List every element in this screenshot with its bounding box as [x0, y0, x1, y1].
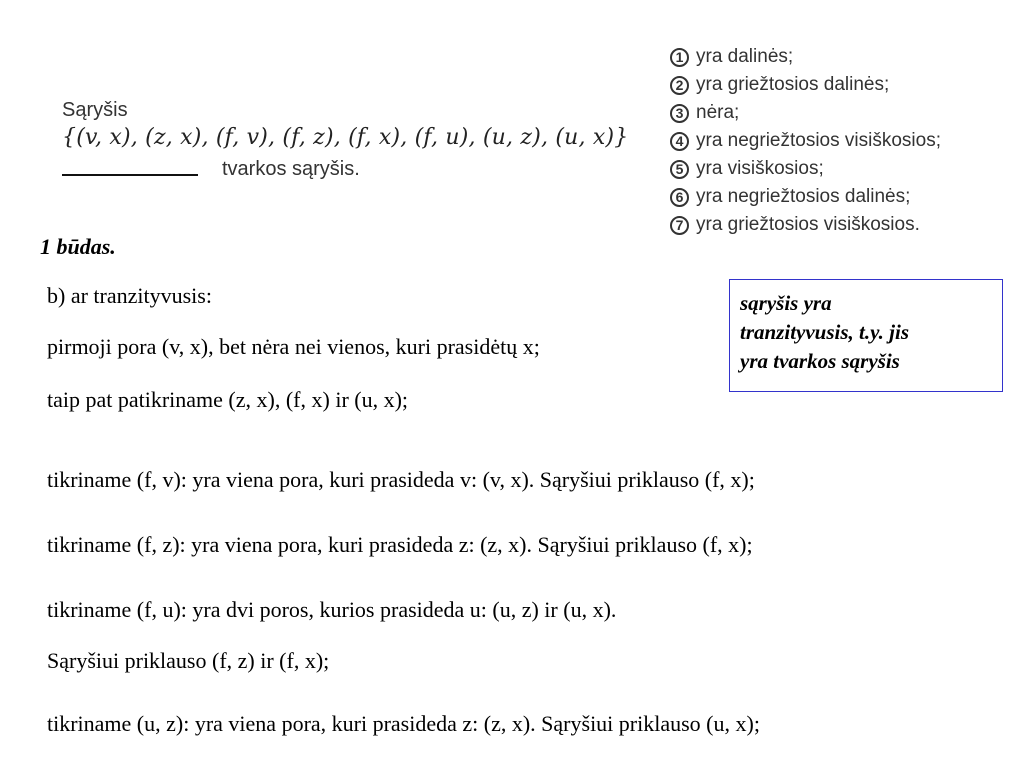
circled-number-icon: 3 — [670, 104, 689, 123]
answer-blank-line — [62, 174, 198, 176]
circled-number-icon: 6 — [670, 188, 689, 207]
option-text: yra griežtosios visiškosios. — [696, 214, 920, 235]
relation-set: {(v, x), (z, x), (f, v), (f, z), (f, x), (f, u), (u, z), (u, x)} — [62, 125, 629, 150]
text-line: tikriname (f, u): yra dvi poros, kurios prasideda u: (u, z) ir (u, x). — [47, 597, 617, 622]
option-text: yra visiškosios; — [696, 158, 824, 179]
text-line: tikriname (f, z): yra viena pora, kuri prasideda z: (z, x). Sąryšiui priklauso (f, x); — [47, 532, 753, 557]
text-line: tikriname (u, z): yra viena pora, kuri prasideda z: (z, x). Sąryšiui priklauso (u, x); — [47, 711, 760, 736]
option-item — [670, 183, 941, 211]
circled-number-icon: 2 — [670, 76, 689, 95]
text-line: taip pat patikriname (z, x), (f, x) ir (u, x); — [47, 387, 409, 412]
option-text: yra negriežtosios dalinės; — [696, 186, 911, 207]
answer-box — [729, 279, 1003, 392]
circled-number-icon: 4 — [670, 132, 689, 151]
option-text: yra dalinės; — [696, 46, 794, 67]
answer-options-list — [670, 43, 941, 239]
option-item — [670, 71, 941, 99]
answer-line: sąryšis yra — [740, 291, 832, 315]
text-line: pirmoji pora (v, x), bet nėra nei vienos, kuri prasidėtų x; — [47, 334, 540, 359]
circled-number-icon: 7 — [670, 216, 689, 235]
text-line: b) ar tranzityvusis: — [47, 283, 212, 308]
text-line: tikriname (f, v): yra viena pora, kuri prasideda v: (v, x). Sąryšiui priklauso (f, x); — [47, 467, 755, 492]
option-item — [670, 155, 941, 183]
option-item — [670, 211, 941, 239]
relation-suffix: tvarkos sąryšis. — [222, 158, 360, 180]
relation-label: Sąryšis — [62, 99, 128, 121]
option-item — [670, 99, 941, 127]
option-text: yra negriežtosios visiškosios; — [696, 130, 941, 151]
text-line: Sąryšiui priklauso (f, z) ir (f, x); — [47, 648, 330, 673]
option-item — [670, 43, 941, 71]
option-text: yra griežtosios dalinės; — [696, 74, 890, 95]
method-title: 1 būdas. — [40, 234, 116, 259]
option-item — [670, 127, 941, 155]
answer-line: yra tvarkos sąryšis — [740, 349, 900, 373]
circled-number-icon: 5 — [670, 160, 689, 179]
circled-number-icon: 1 — [670, 48, 689, 67]
option-text: nėra; — [696, 102, 740, 123]
answer-line: tranzityvusis, t.y. jis — [740, 320, 909, 344]
